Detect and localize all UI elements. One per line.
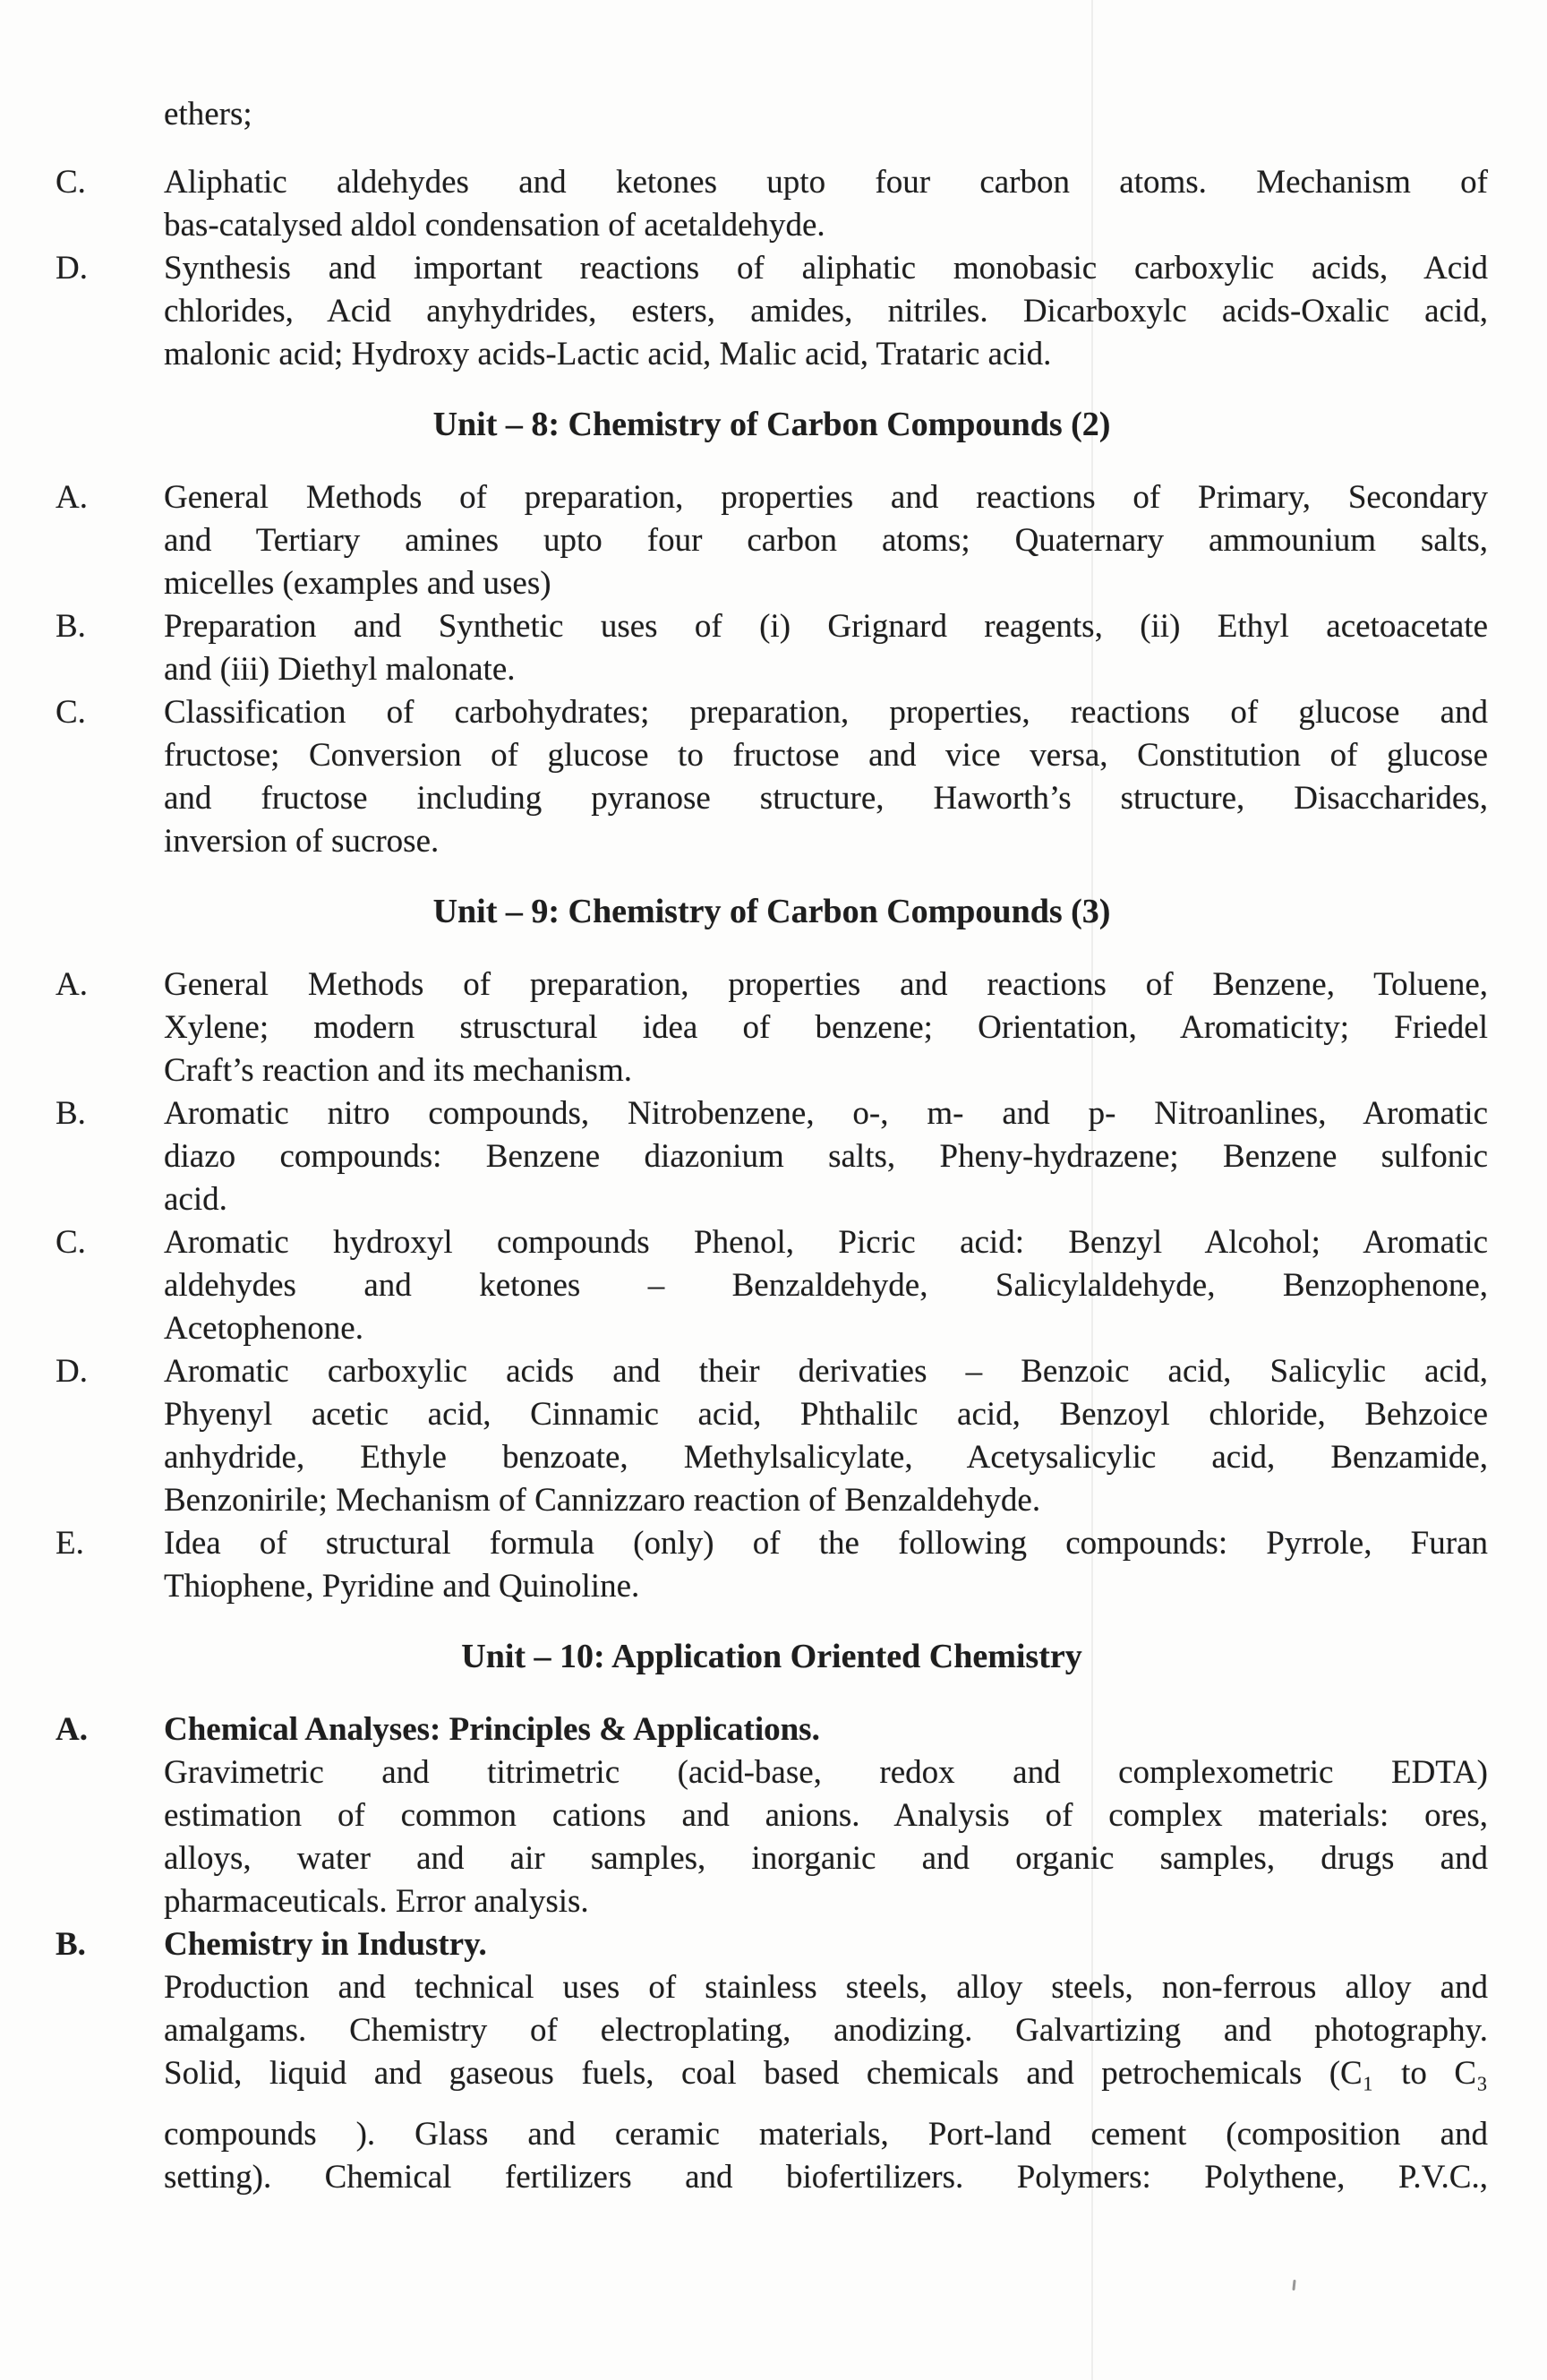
scan-artifact-speck xyxy=(1292,2280,1295,2290)
text-line: fructose; Conversion of glucose to fructose and vice versa, Constitution of glucose xyxy=(164,737,1488,774)
unit-8-heading: Unit – 8: Chemistry of Carbon Compounds (2) xyxy=(432,406,1111,443)
item-paragraph xyxy=(164,247,1488,376)
text-line: pharmaceuticals. Error analysis. xyxy=(164,1883,589,1920)
unit-10-heading: Unit – 10: Application Oriented Chemistry xyxy=(461,1638,1082,1675)
text-line: bas-catalysed aldol condensation of acetaldehyde. xyxy=(164,207,825,244)
text-line: Solid, liquid and gaseous fuels, coal based chemicals and petrochemicals (C₁ to C₃ xyxy=(164,2055,1488,2092)
text-line: setting). Chemical fertilizers and biofertilizers. Polymers: Polythene, P.V.C., xyxy=(164,2159,1488,2196)
item-letter: D. xyxy=(56,250,88,287)
text-line: Gravimetric and titrimetric (acid-base, redox and complexometric EDTA) xyxy=(164,1754,1488,1791)
text-line: Craft’s reaction and its mechanism. xyxy=(164,1052,632,1089)
text-line: ethers; xyxy=(164,96,252,133)
item-paragraph xyxy=(164,605,1488,691)
text-line: amalgams. Chemistry of electroplating, anodizing. Galvartizing and photography. xyxy=(164,2012,1488,2049)
item-letter: C. xyxy=(56,1224,86,1261)
syllabus-item-c xyxy=(56,161,1488,247)
text-line: Acetophenone. xyxy=(164,1310,363,1347)
item-paragraph xyxy=(164,1522,1488,1608)
continuation-item xyxy=(56,93,1488,136)
syllabus-item-a xyxy=(56,1708,1488,1923)
item-paragraph xyxy=(164,93,1488,136)
text-line: diazo compounds: Benzene diazonium salts, Pheny-hydrazene; Benzene sulfonic xyxy=(164,1138,1488,1175)
item-paragraph xyxy=(164,1708,1488,1923)
item-paragraph xyxy=(164,476,1488,605)
text-line: Aromatic hydroxyl compounds Phenol, Picric acid: Benzyl Alcohol; Aromatic xyxy=(164,1224,1488,1261)
item-letter: E. xyxy=(56,1525,84,1562)
syllabus-item-c xyxy=(56,691,1488,863)
item-letter: B. xyxy=(56,608,86,645)
item-letter: B. xyxy=(56,1095,86,1132)
text-line: acid. xyxy=(164,1181,227,1218)
item-letter: C. xyxy=(56,694,86,731)
syllabus-item-d xyxy=(56,1350,1488,1522)
text-line: Xylene; modern strusctural idea of benzene; Orientation, Aromaticity; Friedel xyxy=(164,1009,1488,1046)
text-line: Benzonirile; Mechanism of Cannizzaro reaction of Benzaldehyde. xyxy=(164,1482,1041,1519)
text-line: Idea of structural formula (only) of the following compounds: Pyrrole, Furan xyxy=(164,1525,1488,1562)
item-paragraph xyxy=(164,691,1488,863)
item-letter: A. xyxy=(56,1711,88,1748)
syllabus-item-c xyxy=(56,1221,1488,1350)
item-paragraph xyxy=(164,1350,1488,1522)
syllabus-item-e xyxy=(56,1522,1488,1608)
item-letter: D. xyxy=(56,1353,88,1390)
text-line: Aliphatic aldehydes and ketones upto four carbon atoms. Mechanism of xyxy=(164,164,1488,201)
syllabus-item-d xyxy=(56,247,1488,376)
text-line: compounds ). Glass and ceramic materials, Port-land cement (composition and xyxy=(164,2116,1488,2153)
item-paragraph xyxy=(164,963,1488,1092)
text-line: Aromatic nitro compounds, Nitrobenzene, o-, m- and p- Nitroanlines, Aromatic xyxy=(164,1095,1488,1132)
unit-9-heading: Unit – 9: Chemistry of Carbon Compounds (3) xyxy=(432,893,1111,930)
text-line: and Tertiary amines upto four carbon atoms; Quaternary ammounium salts, xyxy=(164,522,1488,559)
text-line: inversion of sucrose. xyxy=(164,823,440,860)
text-line: Preparation and Synthetic uses of (i) Grignard reagents, (ii) Ethyl acetoacetate xyxy=(164,608,1488,645)
item-paragraph xyxy=(164,1221,1488,1350)
item-title-line: Chemistry in Industry. xyxy=(164,1926,487,1963)
text-line: Synthesis and important reactions of aliphatic monobasic carboxylic acids, Acid xyxy=(164,250,1488,287)
item-paragraph xyxy=(164,161,1488,247)
text-line: chlorides, Acid anyhydrides, esters, amides, nitriles. Dicarboxylc acids-Oxalic acid, xyxy=(164,293,1488,330)
text-line: Classification of carbohydrates; preparation, properties, reactions of glucose and xyxy=(164,694,1488,731)
text-line: Production and technical uses of stainless steels, alloy steels, non-ferrous alloy and xyxy=(164,1969,1488,2006)
text-line: Aromatic carboxylic acids and their derivaties – Benzoic acid, Salicylic acid, xyxy=(164,1353,1488,1390)
text-line: and fructose including pyranose structure, Haworth’s structure, Disaccharides, xyxy=(164,780,1488,817)
text-line: alloys, water and air samples, inorganic and organic samples, drugs and xyxy=(164,1840,1488,1877)
item-paragraph xyxy=(164,1923,1488,2199)
text-line: Phyenyl acetic acid, Cinnamic acid, Phthalilc acid, Benzoyl chloride, Behzoice xyxy=(164,1396,1488,1433)
syllabus-item-b xyxy=(56,605,1488,691)
text-line: Thiophene, Pyridine and Quinoline. xyxy=(164,1568,640,1605)
text-line: General Methods of preparation, properties and reactions of Benzene, Toluene, xyxy=(164,966,1488,1003)
syllabus-item-a xyxy=(56,963,1488,1092)
item-paragraph xyxy=(164,1092,1488,1221)
text-line: malonic acid; Hydroxy acids-Lactic acid, Malic acid, Trataric acid. xyxy=(164,336,1052,372)
text-line: micelles (examples and uses) xyxy=(164,565,551,602)
text-line: and (iii) Diethyl malonate. xyxy=(164,651,516,688)
text-line: aldehydes and ketones – Benzaldehyde, Salicylaldehyde, Benzophenone, xyxy=(164,1267,1488,1304)
text-line: anhydride, Ethyle benzoate, Methylsalicylate, Acetysalicylic acid, Benzamide, xyxy=(164,1439,1488,1476)
page-content xyxy=(56,93,1488,2199)
syllabus-item-a xyxy=(56,476,1488,605)
item-letter: B. xyxy=(56,1926,86,1963)
item-letter: A. xyxy=(56,479,88,516)
text-line: General Methods of preparation, properties and reactions of Primary, Secondary xyxy=(164,479,1488,516)
text-line: estimation of common cations and anions. Analysis of complex materials: ores, xyxy=(164,1797,1488,1834)
syllabus-item-b xyxy=(56,1923,1488,2199)
item-title-line: Chemical Analyses: Principles & Applications. xyxy=(164,1711,820,1748)
syllabus-item-b xyxy=(56,1092,1488,1221)
item-letter: A. xyxy=(56,966,88,1003)
item-letter: C. xyxy=(56,164,86,201)
